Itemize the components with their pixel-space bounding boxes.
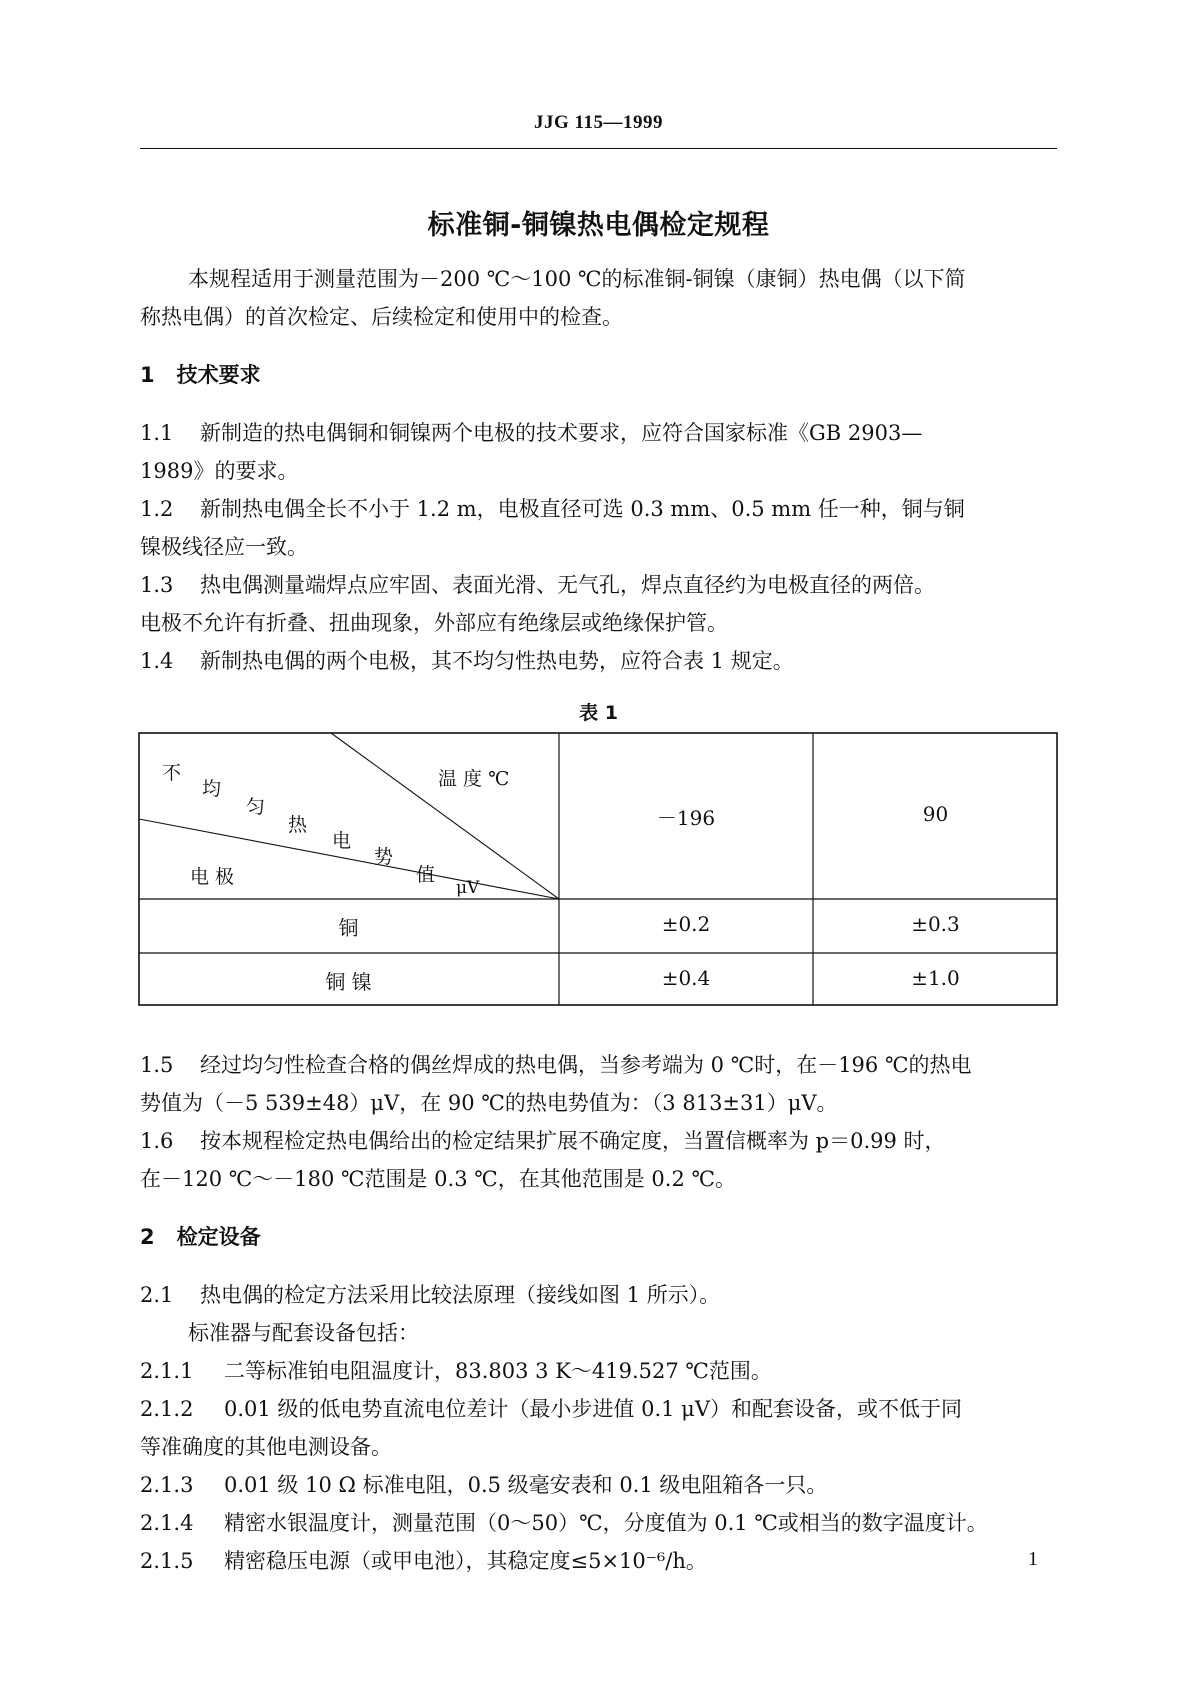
clause-number: 2.1.4: [140, 1511, 194, 1535]
clause-number: 1.6: [140, 1129, 174, 1153]
header-emf-char: 势: [374, 846, 394, 868]
clause-1-1-cont: 1989》的要求。: [140, 459, 299, 483]
clause-2-1-cont: 标准器与配套设备包括：: [188, 1321, 419, 1345]
clause-number: 2.1.5: [140, 1549, 194, 1573]
row-label-copper: 铜: [338, 916, 359, 940]
clause-1-2-cont: 镍极线径应一致。: [140, 535, 308, 559]
clause-2-1-5: [140, 1544, 1057, 1578]
clause-text: 0.01 级 10 Ω 标准电阻，0.5 级毫安表和 0.1 级电阻箱各一只。: [224, 1473, 828, 1497]
clause-number: 1.5: [140, 1053, 174, 1077]
clause-1-2: [140, 492, 1057, 526]
column-header-temp-neg196: －196: [656, 806, 716, 830]
header-diagonal-upper: [331, 733, 559, 899]
page-number: 1: [1028, 1548, 1038, 1570]
cell-copper-neg196: ±0.2: [661, 912, 711, 936]
section-2-heading: [140, 1220, 1057, 1254]
header-emf-char: 不: [162, 762, 182, 784]
header-temperature-label: 温 度 ℃: [438, 768, 510, 790]
clause-2-1-2: [140, 1392, 1057, 1426]
clause-1-4: [140, 644, 1057, 678]
cell-copper-nickel-90: ±1.0: [911, 966, 960, 990]
clause-1-6-cont: 在－120 ℃～－180 ℃范围是 0.3 ℃，在其他范围是 0.2 ℃。: [140, 1167, 736, 1191]
header-emf-char: 匀: [246, 796, 266, 818]
section-1-heading: [140, 358, 1057, 392]
clause-number: 1.4: [140, 649, 174, 673]
cell-copper-nickel-neg196: ±0.4: [661, 966, 711, 990]
cell-copper-90: ±0.3: [911, 912, 960, 936]
clause-number: 1.2: [140, 497, 174, 521]
clause-number: 2.1: [140, 1283, 174, 1307]
clause-2-1-4: [140, 1506, 1057, 1540]
header-unit-label: μV: [456, 878, 480, 898]
header-rule: [140, 148, 1057, 149]
clause-text: 经过均匀性检查合格的偶丝焊成的热电偶，当参考端为 0 ℃时，在－196 ℃的热电: [200, 1053, 972, 1077]
table-1: [138, 732, 1058, 1006]
clause-2-1-2-cont: 等准确度的其他电测设备。: [140, 1435, 392, 1459]
clause-2-1: [140, 1278, 1057, 1312]
clause-number: 2.1.1: [140, 1359, 194, 1383]
clause-number: 1.1: [140, 421, 174, 445]
clause-1-3-cont: 电极不允许有折叠、扭曲现象，外部应有绝缘层或绝缘保护管。: [140, 611, 728, 635]
clause-1-1: [140, 416, 1057, 450]
section-2-number: 2: [140, 1225, 155, 1249]
clause-1-5: [140, 1048, 1057, 1082]
header-emf-char: 值: [416, 864, 436, 886]
table-1-grid: [138, 732, 1058, 1006]
table-1-caption: 表 1: [579, 702, 618, 724]
clause-2-1-1: [140, 1354, 1057, 1388]
clause-text: 热电偶的检定方法采用比较法原理（接线如图 1 所示）。: [200, 1283, 721, 1307]
clause-1-6: [140, 1124, 1057, 1158]
clause-text: 0.01 级的低电势直流电位差计（最小步进值 0.1 μV）和配套设备，或不低于同: [224, 1397, 962, 1421]
clause-text: 精密水银温度计，测量范围（0～50）℃，分度值为 0.1 ℃或相当的数字温度计。: [224, 1511, 988, 1535]
intro-line-2: 称热电偶）的首次检定、后续检定和使用中的检查。: [140, 305, 623, 329]
header-emf-char: 热: [288, 814, 308, 836]
clause-text: 二等标准铂电阻温度计，83.803 3 K～419.527 ℃范围。: [224, 1359, 772, 1383]
header-emf-char: 均: [202, 778, 222, 800]
clause-text: 精密稳压电源（或甲电池），其稳定度≤5×10⁻⁶/h。: [224, 1549, 707, 1573]
section-2-title: 检定设备: [176, 1225, 261, 1249]
clause-text: 新制热电偶全长不小于 1.2 m，电极直径可选 0.3 mm、0.5 mm 任一种，铜与铜: [200, 497, 965, 521]
clause-number: 1.3: [140, 573, 174, 597]
clause-number: 2.1.3: [140, 1473, 194, 1497]
header-electrode-label: 电 极: [190, 866, 235, 888]
intro-line-1: 本规程适用于测量范围为－200 ℃～100 ℃的标准铜-铜镍（康铜）热电偶（以下简: [188, 267, 966, 291]
clause-1-5-cont: 势值为（－5 539±48）μV，在 90 ℃的热电势值为：（3 813±31）μV。: [140, 1091, 838, 1115]
clause-number: 2.1.2: [140, 1397, 194, 1421]
clause-1-3: [140, 568, 1057, 602]
clause-text: 新制热电偶的两个电极，其不均匀性热电势，应符合表 1 规定。: [200, 649, 794, 673]
column-header-temp-90: 90: [922, 802, 949, 826]
row-label-copper-nickel: 铜 镍: [325, 970, 372, 994]
section-1-title: 技术要求: [176, 363, 261, 387]
document-code-header: JJG 115—1999: [534, 112, 663, 133]
clause-2-1-3: [140, 1468, 1057, 1502]
header-emf-char: 电: [332, 830, 352, 852]
table-border: [139, 733, 1057, 1005]
clause-text: 热电偶测量端焊点应牢固、表面光滑、无气孔，焊点直径约为电极直径的两倍。: [200, 573, 935, 597]
document-title: 标准铜-铜镍热电偶检定规程: [427, 210, 770, 241]
clause-text: 新制造的热电偶铜和铜镍两个电极的技术要求，应符合国家标准《GB 2903—: [200, 421, 923, 445]
section-1-number: 1: [140, 363, 155, 387]
clause-text: 按本规程检定热电偶给出的检定结果扩展不确定度，当置信概率为 p＝0.99 时，: [200, 1129, 946, 1153]
